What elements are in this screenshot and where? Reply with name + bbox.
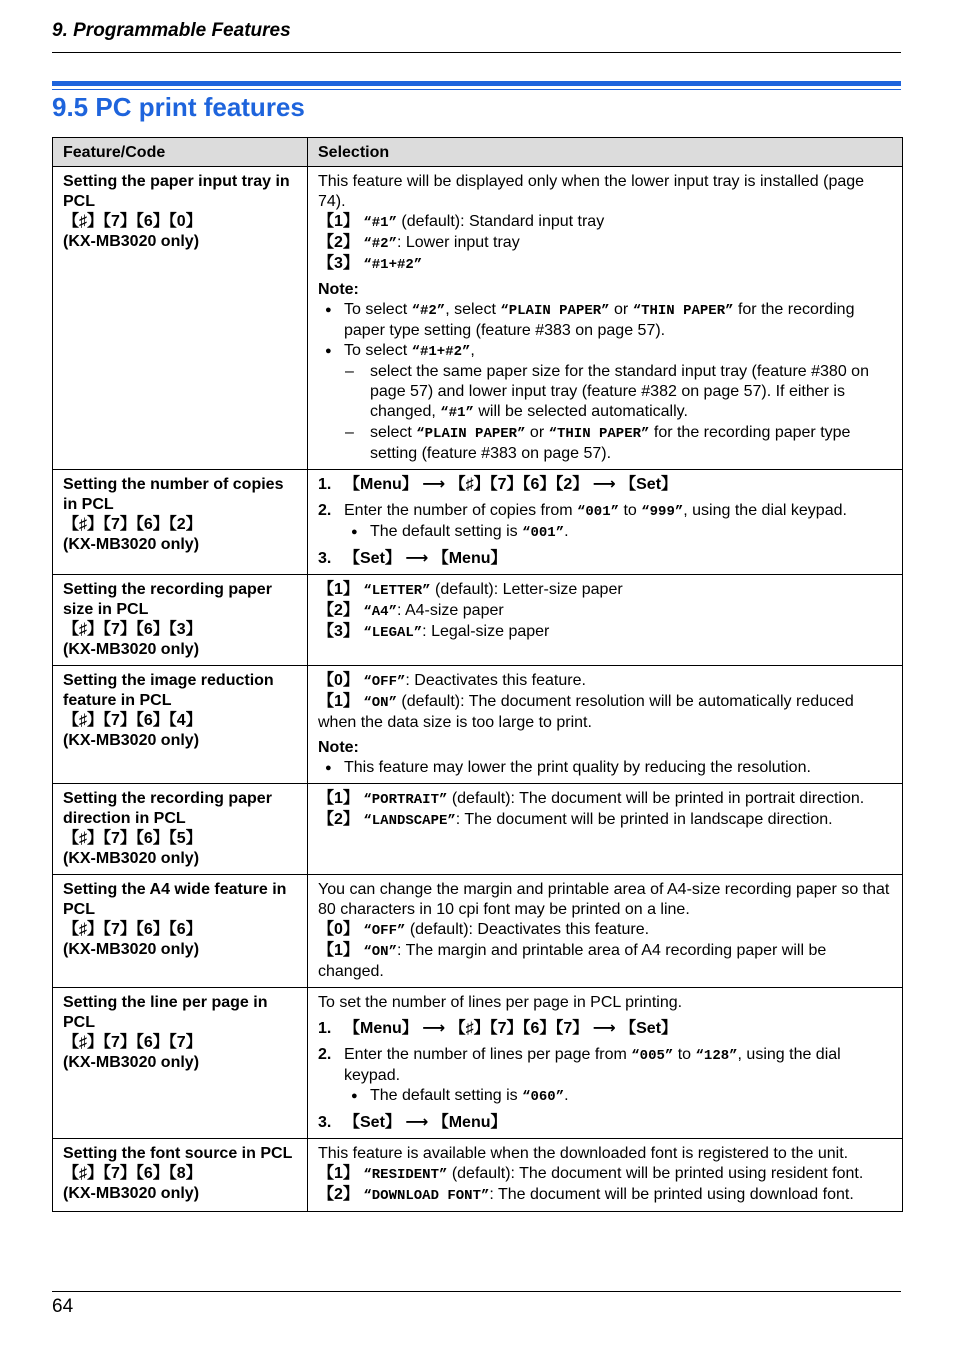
option-text: (default): Deactivates this feature. [405, 921, 650, 938]
step [318, 475, 892, 495]
option-key: 【1】 [318, 942, 359, 959]
table-header-row [53, 138, 903, 167]
option-line [318, 254, 892, 275]
note-text: for the recording paper type setting (feature #383 on page 57). [344, 301, 855, 339]
selection-intro: To set the number of lines per page in PCL printing. [318, 994, 683, 1011]
step-number: 3. [318, 1114, 332, 1131]
step-text: Enter the number of lines per page from [344, 1046, 632, 1063]
feature-model: (KX-MB3020 only) [63, 941, 200, 958]
feature-cell [53, 875, 308, 988]
option-key: 【3】 [318, 623, 359, 640]
note-bullet [318, 341, 892, 362]
option-text: : Lower input tray [396, 234, 520, 251]
step-code: “001” [522, 525, 565, 541]
note-text: To select [344, 301, 412, 318]
table-row [53, 575, 903, 666]
option-key: 【2】 [318, 811, 359, 828]
note-text: select the same paper size for the standard input tray (feature #380 on page 57) and lower input tray (feature #382 on page 57). If either is changed, [370, 363, 869, 420]
table-row [53, 784, 903, 875]
selection-cell [308, 167, 903, 470]
step [318, 501, 892, 543]
option-code: “LETTER” [363, 583, 431, 599]
feature-name: Setting the number of copies in PCL [63, 476, 284, 513]
page-title: 9.5 PC print features [52, 92, 305, 122]
option-line [318, 580, 892, 601]
option-text: : The document will be printed using download font. [489, 1186, 854, 1203]
step-text: , using the dial keypad. [683, 502, 847, 519]
selection-intro: This feature is available when the downloaded font is registered to the unit. [318, 1145, 849, 1162]
option-code: “OFF” [363, 923, 406, 939]
option-code: “#1” [363, 215, 397, 231]
step-number: 1. [318, 1020, 332, 1037]
option-text: : A4-size paper [396, 602, 504, 619]
option-code: “#1+#2” [363, 257, 423, 273]
note-bullet: ● This feature may lower the print quality by reducing the resolution. [318, 758, 892, 778]
selection-cell [308, 784, 903, 875]
selection-intro: You can change the margin and printable area of A4-size recording paper so that 80 characters in 10 cpi font may be printed on a line. [318, 881, 890, 918]
note-text: , [470, 342, 475, 359]
column-header-feature: Feature/Code [53, 138, 308, 167]
note-code: “#1” [440, 405, 474, 421]
feature-name: Setting the recording paper direction in PCL [63, 790, 272, 827]
note-code: “#1+#2” [411, 344, 471, 360]
option-text: : The margin and printable area of A4 recording paper will be changed. [318, 942, 827, 980]
step-bullet [344, 522, 892, 543]
step-text: Enter the number of copies from [344, 502, 577, 519]
option-key: 【2】 [318, 1186, 359, 1203]
option-text: : Legal-size paper [422, 623, 550, 640]
step-bullet [344, 1086, 892, 1107]
option-line [318, 1164, 892, 1185]
option-code: “DOWNLOAD FONT” [363, 1188, 490, 1204]
feature-model: (KX-MB3020 only) [63, 536, 200, 553]
feature-code: 【♯】【7】【6】【0】 [63, 213, 202, 230]
selection-cell [308, 1139, 903, 1212]
step [318, 549, 892, 569]
note-text: select [370, 424, 417, 441]
footer-rule [52, 1291, 901, 1292]
step [318, 1019, 892, 1039]
feature-model: (KX-MB3020 only) [63, 641, 200, 658]
option-code: “#2” [363, 236, 397, 252]
step-keys: 【Menu】 ⟶ 【♯】【7】【6】【2】 ⟶ 【Set】 [344, 476, 678, 493]
note-dash-item [318, 362, 892, 423]
option-key: 【1】 [318, 790, 359, 807]
option-key: 【0】 [318, 672, 359, 689]
feature-model: (KX-MB3020 only) [63, 1185, 200, 1202]
feature-model: (KX-MB3020 only) [63, 1054, 200, 1071]
option-code: “OFF” [363, 674, 406, 690]
note-text: , select [445, 301, 501, 318]
step-keys: 【Menu】 ⟶ 【♯】【7】【6】【7】 ⟶ 【Set】 [344, 1020, 678, 1037]
table-row [53, 666, 903, 784]
header-rule [52, 52, 901, 53]
option-text: (default): The document will be printed using resident font. [447, 1165, 864, 1182]
feature-code: 【♯】【7】【6】【3】 [63, 621, 202, 638]
option-line [318, 789, 892, 810]
step-number: 1. [318, 476, 332, 493]
option-key: 【1】 [318, 581, 359, 598]
running-header: 9. Programmable Features [52, 20, 291, 41]
option-key: 【2】 [318, 234, 359, 251]
option-code: “RESIDENT” [363, 1167, 448, 1183]
feature-cell [53, 167, 308, 470]
option-key: 【1】 [318, 693, 359, 710]
feature-code: 【♯】【7】【6】【8】 [63, 1165, 202, 1182]
table-row [53, 167, 903, 470]
option-line [318, 671, 892, 692]
feature-model: (KX-MB3020 only) [63, 732, 200, 749]
note-code: “THIN PAPER” [548, 426, 650, 442]
option-text: (default): Standard input tray [396, 213, 605, 230]
selection-cell [308, 470, 903, 575]
option-key: 【2】 [318, 602, 359, 619]
feature-name: Setting the paper input tray in PCL [63, 173, 290, 210]
feature-code: 【♯】【7】【6】【5】 [63, 830, 202, 847]
option-code: “LEGAL” [363, 625, 423, 641]
option-text: : The document will be printed in landscape direction. [455, 811, 833, 828]
option-text: (default): The document resolution will be automatically reduced when the data size is too large to print. [318, 693, 854, 731]
step [318, 1113, 892, 1133]
step-text: to [619, 502, 642, 519]
step [318, 1045, 892, 1107]
step-code: “060” [522, 1089, 565, 1105]
selection-cell [308, 575, 903, 666]
step-text: The default setting is [370, 523, 523, 540]
step-code: “005” [631, 1048, 674, 1064]
note-code: “PLAIN PAPER” [416, 426, 526, 442]
option-code: “PORTRAIT” [363, 792, 448, 808]
feature-code: 【♯】【7】【6】【2】 [63, 516, 202, 533]
step-text: to [673, 1046, 696, 1063]
option-line [318, 941, 892, 982]
step-text: . [564, 523, 569, 540]
note-text: for the recording paper type setting (feature #383 on page 57). [370, 424, 851, 462]
feature-model: (KX-MB3020 only) [63, 233, 200, 250]
option-text: (default): Letter-size paper [430, 581, 623, 598]
step-text: The default setting is [370, 1087, 523, 1104]
option-line [318, 601, 892, 622]
option-line [318, 692, 892, 733]
table-row [53, 875, 903, 988]
note-text: will be selected automatically. [473, 403, 688, 420]
step-number: 2. [318, 502, 332, 519]
selection-intro: This feature will be displayed only when the lower input tray is installed (page 74). [318, 173, 865, 210]
option-line [318, 212, 892, 233]
step-code: “128” [695, 1048, 738, 1064]
feature-cell [53, 1139, 308, 1212]
feature-name: Setting the A4 wide feature in PCL [63, 881, 287, 918]
feature-cell [53, 666, 308, 784]
option-code: “ON” [363, 944, 397, 960]
option-code: “LANDSCAPE” [363, 813, 456, 829]
features-table [52, 137, 903, 1212]
step-code: “001” [577, 504, 620, 520]
option-line [318, 920, 892, 941]
note-label: Note: [318, 281, 359, 298]
step-number: 3. [318, 550, 332, 567]
note-text: To select [344, 342, 412, 359]
title-bar-thin [52, 89, 901, 90]
feature-name: Setting the line per page in PCL [63, 994, 268, 1031]
feature-code: 【♯】【7】【6】【4】 [63, 712, 202, 729]
selection-cell [308, 988, 903, 1139]
note-dash-item [318, 423, 892, 464]
step-keys: 【Set】 ⟶ 【Menu】 [344, 1114, 507, 1131]
column-header-selection: Selection [308, 138, 903, 167]
option-text: (default): The document will be printed in portrait direction. [447, 790, 865, 807]
step-keys: 【Set】 ⟶ 【Menu】 [344, 550, 507, 567]
note-code: “THIN PAPER” [632, 303, 734, 319]
option-code: “A4” [363, 604, 397, 620]
table-row [53, 988, 903, 1139]
option-text: : Deactivates this feature. [405, 672, 586, 689]
note-text: or [525, 424, 549, 441]
table-row [53, 1139, 903, 1212]
note-bullet [318, 300, 892, 341]
option-line [318, 622, 892, 643]
option-line [318, 233, 892, 254]
note-label: Note: [318, 739, 359, 756]
feature-cell [53, 470, 308, 575]
feature-cell [53, 784, 308, 875]
step-code: “999” [641, 504, 684, 520]
option-key: 【1】 [318, 213, 359, 230]
note-code: “#2” [411, 303, 446, 319]
step-text: , using the dial keypad. [344, 1046, 841, 1084]
option-key: 【0】 [318, 921, 359, 938]
selection-cell [308, 666, 903, 784]
step-text: . [564, 1087, 569, 1104]
option-line [318, 810, 892, 831]
selection-cell [308, 875, 903, 988]
note-text: or [609, 301, 633, 318]
note-code: “PLAIN PAPER” [500, 303, 610, 319]
page-number: 64 [52, 1296, 74, 1317]
table-row [53, 470, 903, 575]
feature-cell [53, 575, 308, 666]
option-key: 【3】 [318, 255, 359, 272]
option-code: “ON” [363, 695, 397, 711]
feature-code: 【♯】【7】【6】【7】 [63, 1034, 202, 1051]
feature-name: Setting the recording paper size in PCL [63, 581, 272, 618]
feature-name: Setting the image reduction feature in PCL [63, 672, 274, 709]
title-bar [52, 81, 901, 86]
feature-name: Setting the font source in PCL [63, 1145, 293, 1162]
option-key: 【1】 [318, 1165, 359, 1182]
feature-cell [53, 988, 308, 1139]
option-line [318, 1185, 892, 1206]
step-number: 2. [318, 1046, 332, 1063]
feature-model: (KX-MB3020 only) [63, 850, 200, 867]
feature-code: 【♯】【7】【6】【6】 [63, 921, 202, 938]
